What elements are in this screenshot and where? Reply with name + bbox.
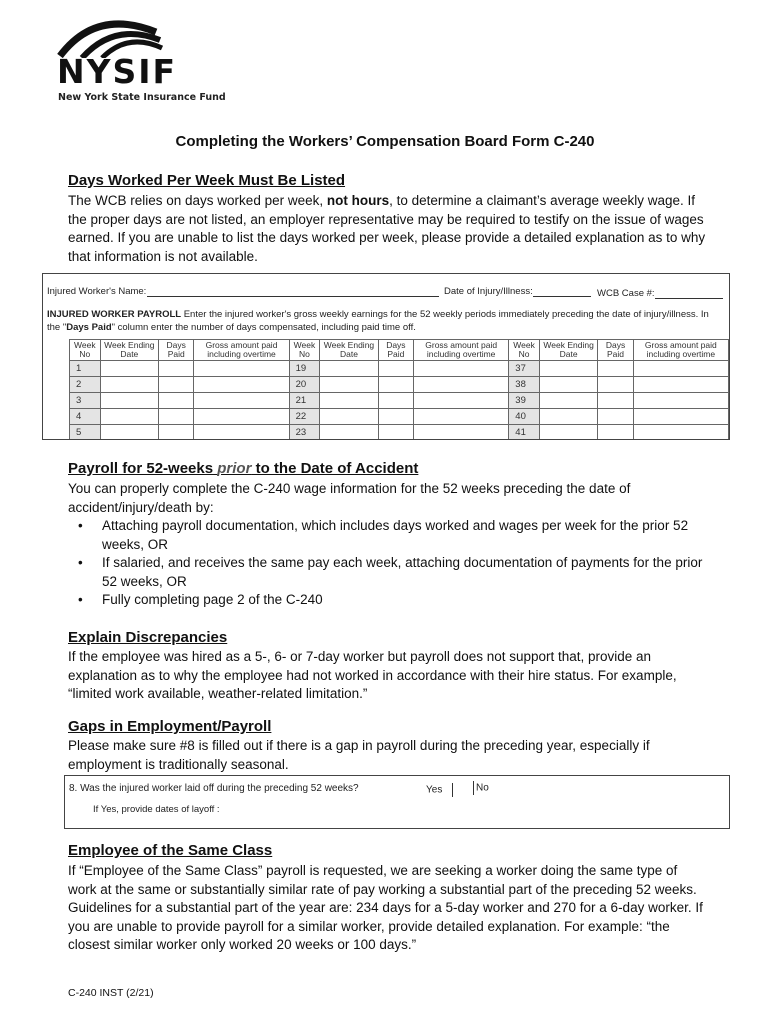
section-text-payroll-52-weeks <box>68 480 708 610</box>
injured-worker-name-label: Injured Worker's Name: <box>47 286 147 297</box>
col-week-no: Week No <box>70 340 101 361</box>
week-number-cell: 4 <box>70 409 101 425</box>
col-gross: Gross amount paid including overtime <box>633 340 728 361</box>
gross-amount-cell[interactable] <box>633 377 728 393</box>
days-paid-cell[interactable] <box>378 393 413 409</box>
gross-amount-cell[interactable] <box>194 377 289 393</box>
gross-amount-cell[interactable] <box>414 409 509 425</box>
col-gross: Gross amount paid including overtime <box>414 340 509 361</box>
week-ending-cell[interactable] <box>539 377 597 393</box>
gross-amount-cell[interactable] <box>414 377 509 393</box>
form-payroll-snippet <box>42 273 730 440</box>
section-heading-gaps: Gaps in Employment/Payroll <box>68 718 272 735</box>
col-days-paid: Days Paid <box>598 340 633 361</box>
days-paid-cell[interactable] <box>159 361 194 377</box>
days-paid-cell[interactable] <box>159 425 194 441</box>
week-number-cell: 21 <box>289 393 320 409</box>
week-ending-cell[interactable] <box>539 425 597 441</box>
week-number-cell: 39 <box>509 393 540 409</box>
gross-amount-cell[interactable] <box>194 409 289 425</box>
no-option <box>463 781 489 795</box>
section-heading-payroll-52-weeks <box>68 460 418 477</box>
week-number-cell: 20 <box>289 377 320 393</box>
document-title: Completing the Workers’ Compensation Board Form C-240 <box>175 133 595 150</box>
days-paid-cell[interactable] <box>159 377 194 393</box>
week-ending-cell[interactable] <box>539 409 597 425</box>
table-row <box>70 393 729 409</box>
no-checkbox-line <box>473 781 474 795</box>
form-layoff-snippet <box>64 775 730 829</box>
week-number-cell: 2 <box>70 377 101 393</box>
col-week-ending: Week Ending Date <box>539 340 597 361</box>
section-heading-days-worked: Days Worked Per Week Must Be Listed <box>68 172 346 189</box>
week-ending-cell[interactable] <box>320 425 378 441</box>
days-paid-cell[interactable] <box>378 361 413 377</box>
col-week-ending: Week Ending Date <box>320 340 378 361</box>
week-number-cell: 37 <box>509 361 540 377</box>
logo-subtitle: New York State Insurance Fund <box>58 92 226 103</box>
gross-amount-cell[interactable] <box>414 361 509 377</box>
payroll-instructions <box>47 308 723 334</box>
wcb-case-label: WCB Case #: <box>597 288 655 299</box>
wcb-case-field <box>655 298 723 299</box>
table-row <box>70 409 729 425</box>
section-text: You can properly complete the C-240 wage information for the 52 weeks preceding the date of accident/injury/death by: <box>68 481 631 515</box>
payroll-label: INJURED WORKER PAYROLL <box>47 309 182 320</box>
section-text-gaps: Please make sure #8 is filled out if there is a gap in payroll during the preceding year, especially if employment is traditionally seasonal. <box>68 738 650 772</box>
gross-amount-cell[interactable] <box>414 425 509 441</box>
col-gross: Gross amount paid including overtime <box>194 340 289 361</box>
days-paid-cell[interactable] <box>378 377 413 393</box>
yes-option <box>426 783 453 797</box>
gross-amount-cell[interactable] <box>633 409 728 425</box>
days-paid-cell[interactable] <box>598 377 633 393</box>
week-ending-cell[interactable] <box>100 425 158 441</box>
col-days-paid: Days Paid <box>159 340 194 361</box>
week-ending-cell[interactable] <box>539 361 597 377</box>
week-number-cell: 41 <box>509 425 540 441</box>
list-item: • Fully completing page 2 of the C-240 <box>102 591 708 610</box>
injured-worker-name-field <box>147 296 439 297</box>
list-item: • If salaried, and receives the same pay each week, attaching documentation of payments for the prior 52 weeks, OR <box>102 554 708 591</box>
gross-amount-cell[interactable] <box>633 425 728 441</box>
week-number-cell: 3 <box>70 393 101 409</box>
days-paid-cell[interactable] <box>598 425 633 441</box>
days-paid-cell[interactable] <box>598 393 633 409</box>
days-paid-label: Days Paid <box>66 322 112 333</box>
days-paid-cell[interactable] <box>598 409 633 425</box>
week-ending-cell[interactable] <box>539 393 597 409</box>
col-week-ending: Week Ending Date <box>100 340 158 361</box>
text-run: " column enter the number of days compensated, including paid time off. <box>111 322 416 333</box>
week-number-cell: 38 <box>509 377 540 393</box>
gross-amount-cell[interactable] <box>194 361 289 377</box>
yes-checkbox-line <box>452 783 453 797</box>
heading-run-prior: prior <box>217 460 252 477</box>
col-days-paid: Days Paid <box>378 340 413 361</box>
week-number-cell: 5 <box>70 425 101 441</box>
days-paid-cell[interactable] <box>378 409 413 425</box>
week-number-cell: 23 <box>289 425 320 441</box>
section-text-discrepancies: If the employee was hired as a 5-, 6- or 7-day worker but payroll does not support that, provide an explanation as to why the employee had not worked in accordance with their hire status. For example, “limited work available, weather-related limitation.” <box>68 649 677 701</box>
text-run: The WCB relies on days worked per week, <box>68 193 327 208</box>
section-heading-discrepancies: Explain Discrepancies <box>68 629 228 646</box>
heading-run: Payroll for 52-weeks <box>68 460 218 477</box>
payroll-table <box>69 339 729 440</box>
section-heading-same-class: Employee of the Same Class <box>68 842 273 859</box>
gross-amount-cell[interactable] <box>414 393 509 409</box>
days-paid-cell[interactable] <box>159 393 194 409</box>
gross-amount-cell[interactable] <box>633 393 728 409</box>
week-ending-cell[interactable] <box>100 393 158 409</box>
col-week-no: Week No <box>289 340 320 361</box>
table-row <box>70 425 729 441</box>
form-footer-code: C-240 INST (2/21) <box>68 987 154 999</box>
gross-amount-cell[interactable] <box>194 425 289 441</box>
date-of-injury-field <box>533 296 591 297</box>
col-week-no: Week No <box>509 340 540 361</box>
days-paid-cell[interactable] <box>598 361 633 377</box>
date-of-injury-label: Date of Injury/Illness: <box>444 286 533 297</box>
logo-wordmark: NYSIF <box>57 52 178 91</box>
heading-run: to the Date of Accident <box>251 460 419 477</box>
payroll-header-row <box>70 340 729 361</box>
week-number-cell: 40 <box>509 409 540 425</box>
text-run: , to determine a claimant’s average weekly wage. If the proper days are not listed, an employer representative may be required to testify on the issue of wages earned. If you are unable to list the days worked per week, please provide a detailed explanation as to why that information is not available. <box>68 193 706 264</box>
text-run: Enter the injured worker's gross weekly earnings for the 52 weekly periods immediately preceding the date of injury/illness. In the " <box>47 309 709 333</box>
gross-amount-cell[interactable] <box>633 361 728 377</box>
section-text-same-class: If “Employee of the Same Class” payroll is requested, we are seeking a worker doing the same type of work at the same or substantially similar rate of pay working a substantial part of the preceding 52 weeks. Guidelines for a substantial part of the year are: 234 days for a 5-day worker and 270 for a 6-day worker. If you are unable to provide payroll for a similar worker, provide detailed explanation. For example: “the closest similar worker only worked 20 weeks or 100 days.” <box>68 863 703 952</box>
week-number-cell: 22 <box>289 409 320 425</box>
week-ending-cell[interactable] <box>320 409 378 425</box>
days-paid-cell[interactable] <box>378 425 413 441</box>
week-number-cell: 19 <box>289 361 320 377</box>
week-ending-cell[interactable] <box>100 361 158 377</box>
section-text-days-worked <box>68 192 708 266</box>
list-item: • Attaching payroll documentation, which includes days worked and wages per week for the prior 52 weeks, OR <box>102 517 708 554</box>
week-ending-cell[interactable] <box>320 361 378 377</box>
table-row <box>70 361 729 377</box>
week-ending-cell[interactable] <box>320 377 378 393</box>
no-label: No <box>476 782 489 794</box>
table-row <box>70 377 729 393</box>
layoff-question: 8. Was the injured worker laid off during the preceding 52 weeks? <box>69 783 359 794</box>
days-paid-cell[interactable] <box>159 409 194 425</box>
gross-amount-cell[interactable] <box>194 393 289 409</box>
bullet-list <box>68 517 708 610</box>
week-ending-cell[interactable] <box>320 393 378 409</box>
week-ending-cell[interactable] <box>100 377 158 393</box>
week-number-cell: 1 <box>70 361 101 377</box>
layoff-dates-label: If Yes, provide dates of layoff : <box>93 804 220 815</box>
text-run-bold: not hours <box>326 193 390 208</box>
week-ending-cell[interactable] <box>100 409 158 425</box>
yes-label: Yes <box>426 784 443 796</box>
